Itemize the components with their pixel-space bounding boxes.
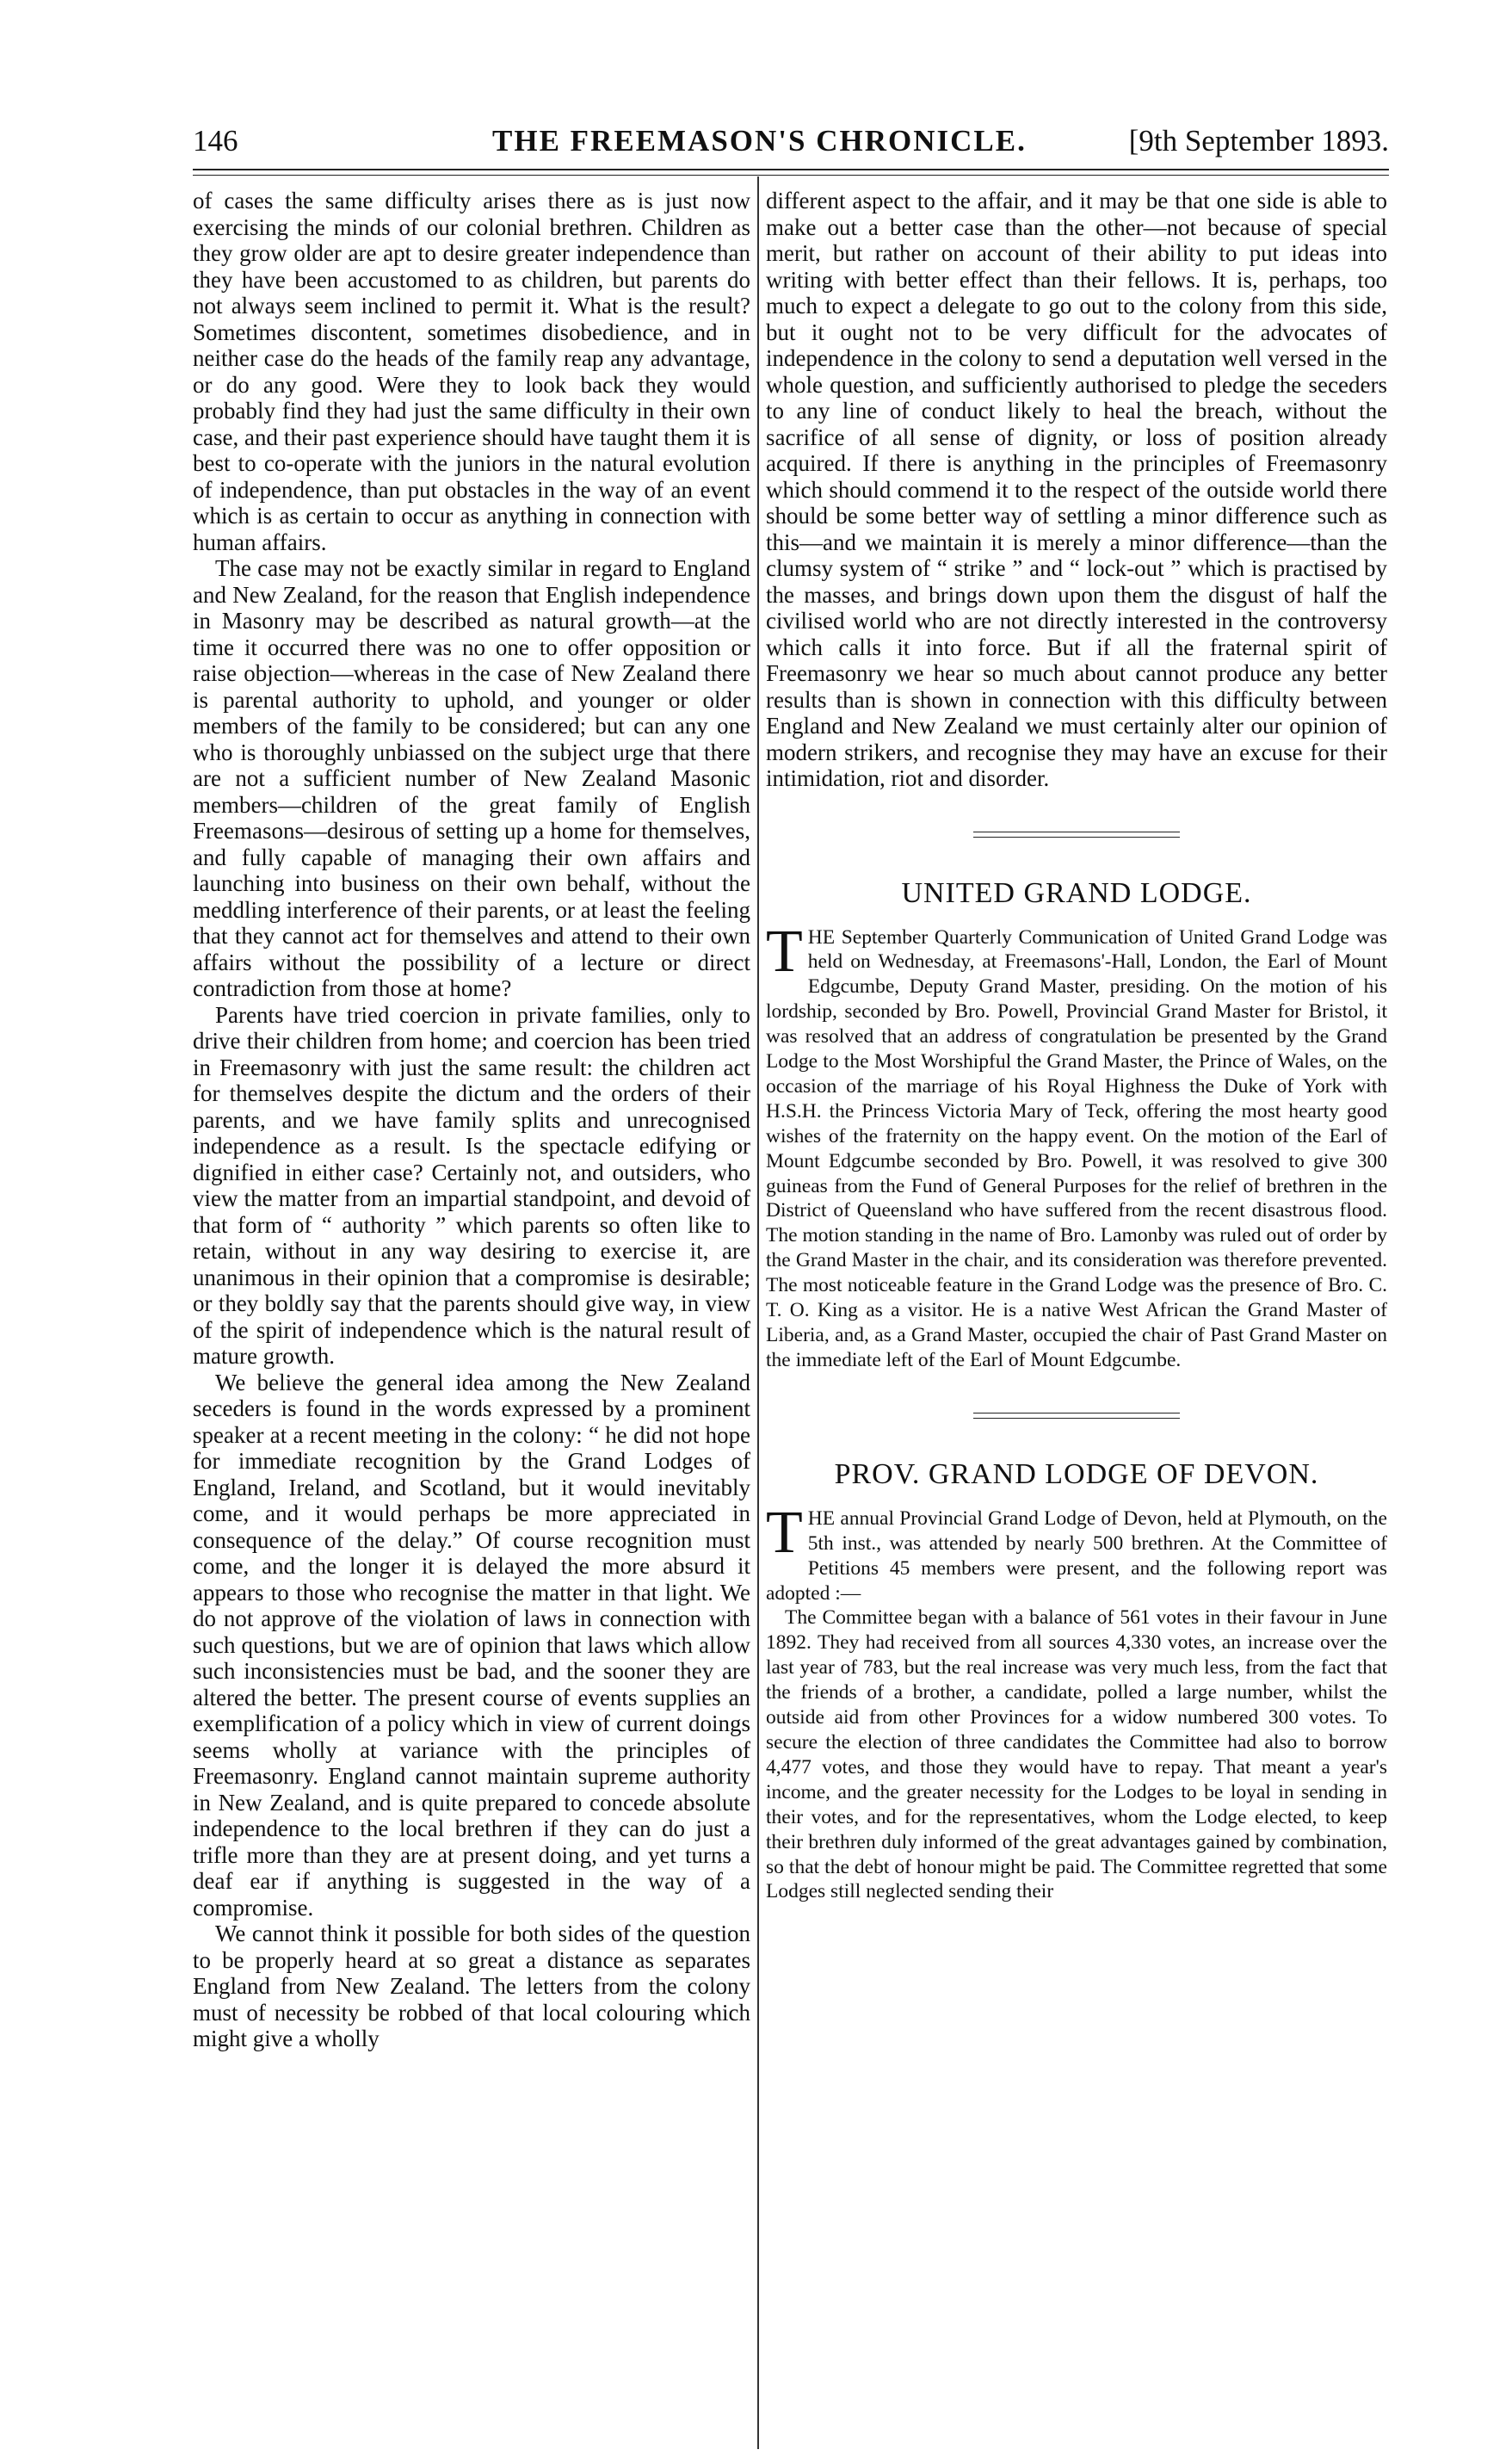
section-title: PROV. GRAND LODGE OF DEVON. (834, 1457, 1319, 1490)
left-paragraph-5: We cannot think it possible for both sides of the question to be properly heard at so great a distance as separates England from New Zealand. The letters from the colony must of necessity be robbed of that local colouring which might give a wholly (193, 1921, 750, 2051)
column-divider (757, 176, 759, 2449)
publication-title: THE FREEMASON'S CHRONICLE. (492, 124, 1027, 158)
masthead (193, 124, 1389, 162)
left-paragraph-2: The case may not be exactly similar in regard to England and New Zealand, for the reason that English independence in Masonry may be described as natural growth—at the time it occurred there was no one to offer opposition or raise objection—whereas in the case of New Zealand there is parental authority to uphold, and younger or older members of the family to be considered; but can any one who is thoroughly unbiassed on the subject urge that there are not a sufficient number of New Zealand Masonic members—children of the great family of English Freemasons—desirous of setting up a home for themselves, and fully capable of managing their own affairs and launching into business on their own behalf, without the meddling interference of their parents, or at least the feeling that they cannot act for themselves and attend to their own affairs without the possibility of a lecture or direct contradiction from those at home? (193, 555, 750, 1001)
left-paragraph-1: of cases the same difficulty arises there as is just now exercising the minds of our colonial brethren. Children as they grow older are apt to desire greater independence than they have been accustomed to as children, but parents do not always seem inclined to permit it. What is the result? Sometimes discontent, sometimes disobedience, and in neither case do the heads of the family reap any advantage, or do any good. Were they to look back they would probably find they had just the same difficulty in their own case, and their past experience should have taught them it is best to co-operate with the juniors in the natural evolution of independence, than put obstacles in the way of an event which is as certain to occur as anything in connection with human affairs. (193, 188, 750, 555)
devon-lodge-section (766, 1458, 1387, 1905)
right-column (766, 188, 1387, 1904)
right-continuation-paragraph: different aspect to the affair, and it may be that one side is able to make out a better case than the other—not because of special merit, but rather on account of their ability to put ideas into writing with better effect than their fellows. It is, perhaps, too much to expect a delegate to go out to the colony from this side, but it ought not to be very difficult for the advocates of independence in the colony to send a deputation well versed in the whole question, and sufficiently authorised to pledge the seceders to any line of conduct likely to heal the breach, without the sacrifice of all sense of dignity, or loss of position already acquired. If there is anything in the principles of Freemasonry which should commend it to the respect of the outside world there should be some better way of settling a minor difference such as this—and we maintain it is merely a minor difference—than the clumsy system of “ strike ” and “ lock-out ” which is practised by the masses, and brings down upon them the disgust of half the civilised world who are not directly interested in the controversy which calls it into force. But if all the fraternal spirit of Freemasonry we hear so much about cannot produce any better results than is shown in connection with this difficulty between England and New Zealand we must certainly alter our opinion of modern strikers, and recognise they may have an excuse for their intimidation, riot and disorder. (766, 188, 1387, 791)
left-paragraph-4: We believe the general idea among the New Zealand seceders is found in the words expressed by a prominent speaker at a recent meeting in the colony: “ he did not hope for immediate recognition by the Grand Lodges of England, Ireland, and Scotland, but it would inevitably come, and it would perhaps be more appreciated in consequence of the delay.” Of course recognition must come, and the longer it is delayed the more absurd it appears to those who recognise the matter in that light. We do not approve of the violation of laws in connection with such questions, but we are of opinion that laws which allow such inconsistencies must be bad, and the sooner they are altered the better. The present course of events supplies an exemplification of a policy which in view of current doings seems wholly at variance with the principles of Freemasonry. England cannot maintain supreme authority in New Zealand, and is quite prepared to concede absolute independence to the local brethren if they can do just a trifle more than they are at present doing, and yet turns a deaf ear if anything is suggested in the way of a compromise. (193, 1369, 750, 1921)
page-number: 146 (193, 124, 238, 158)
section-separator (973, 832, 1180, 838)
section-lead-text: HE annual Provincial Grand Lodge of Devon, held at Plymouth, on the 5th inst., was attended by nearly 500 brethren. At the Committee of Petitions 45 members were present, and the following report was adopted :— (766, 1506, 1387, 1605)
issue-date: [9th September 1893. (1128, 124, 1389, 158)
section-separator (973, 1413, 1180, 1419)
section-lead-text: HE September Quarterly Communication of United Grand Lodge was held on Wednesday, at Freemasons'-Hall, London, the Earl of Mount Edgcumbe, Deputy Grand Master, presiding. On the motion of his lordship, seconded by Bro. Powell, Provincial Grand Master for Bristol, it was resolved that an address of congratulation be presented by the Grand Lodge to the Most Worshipful the Grand Master, the Prince of Wales, on the occasion of the marriage of his Royal Highness the Duke of York with H.S.H. the Princess Victoria Mary of Teck, offering the most hearty good wishes of the fraternity on the happy event. On the motion of the Earl of Mount Edgcumbe seconded by Bro. Powell, it was resolved to give 300 guineas from the Fund of General Purposes for the relief of brethren in the District of Queensland who have suffered from the recent disastrous flood. The motion standing in the name of Bro. Lamonby was ruled out of order by the Grand Master in the chair, and its consideration was therefore prevented. The most noticeable feature in the Grand Lodge was the presence of Bro. C. T. O. King as a visitor. He is a native West African the Grand Master of Liberia, and, as a Grand Master, occupied the chair of Past Grand Master on the immediate left of the Earl of Mount Edgcumbe. (766, 925, 1387, 1371)
header-rule (193, 169, 1389, 176)
drop-cap: T (766, 918, 803, 985)
drop-cap: T (766, 1499, 803, 1566)
left-column (193, 188, 750, 2052)
united-grand-lodge-section (766, 877, 1387, 1373)
section-title: UNITED GRAND LODGE. (901, 876, 1252, 909)
left-paragraph-3: Parents have tried coercion in private families, only to drive their children from home; and coercion has been tried in Freemasonry with just the same result: the children act for themselves despite the dictum and the orders of their parents, and we have family splits and unrecognised independence as a result. Is the spectacle edifying or dignified in either case? Certainly not, and outsiders, who view the matter from an impartial standpoint, and devoid of that form of “ authority ” which parents so often like to retain, without in any way desiring to exercise it, are unanimous in their opinion that a compromise is desirable; or they boldly say that the parents should give way, in view of the spirit of independence which is the natural result of mature growth. (193, 1001, 750, 1369)
section-body-text: The Committee began with a balance of 561 votes in their favour in June 1892. They had received from all sources 4,330 votes, an increase over the last year of 783, but the real increase was very much less, from the fact that the friends of a brother, a candidate, polled a large number, whilst the outside aid from other Provinces for a widow numbered 300 votes. To secure the election of three candidates the Committee had also to borrow 4,477 votes, and those they would have to repay. That meant a year's income, and the greater necessity for the Lodges to be loyal in sending in their votes, and for the representatives, whom the Lodge elected, to keep their brethren duly informed of the great advantages gained by combination, so that the debt of honour might be paid. The Committee regretted that some Lodges still neglected sending their (766, 1606, 1387, 1903)
